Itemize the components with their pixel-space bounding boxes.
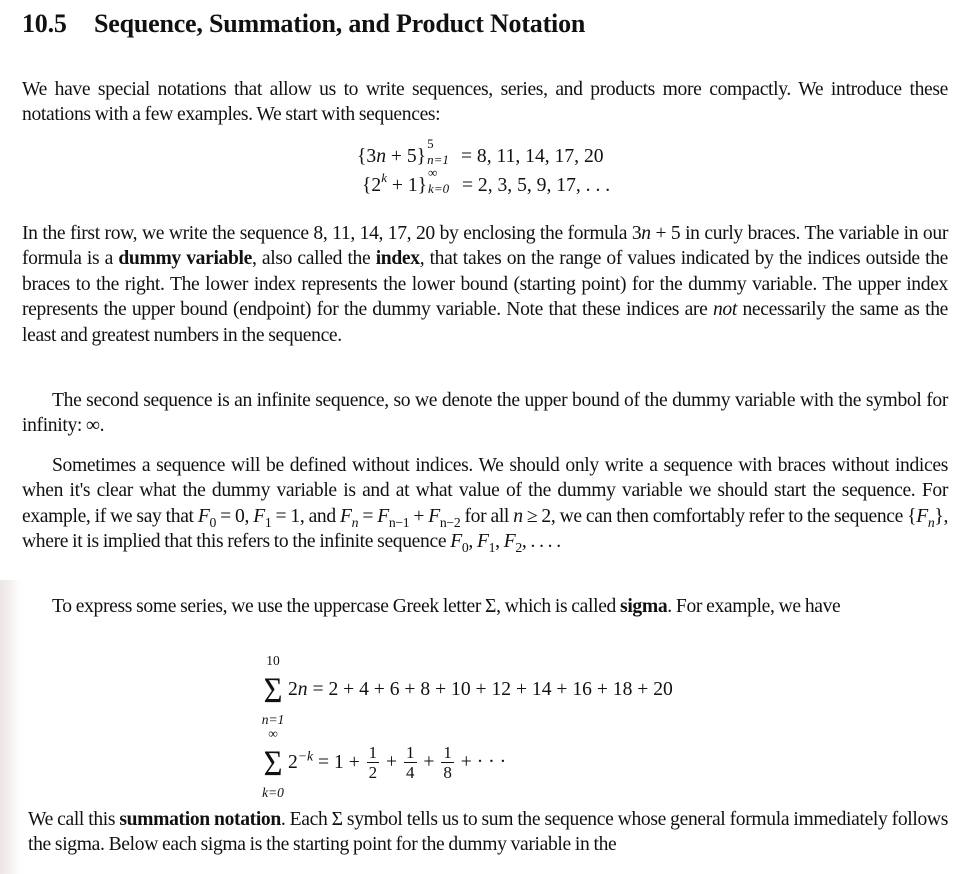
- lower-limit: k=0: [262, 784, 284, 800]
- sigma-symbol: Σ: [263, 670, 283, 710]
- term-dummy-variable: dummy variable: [118, 248, 252, 270]
- paragraph-infinite-sequence: The second sequence is an infinite sequence, so we denote the upper bound of the dummy variable with the symbol for infinity: ∞.: [22, 390, 948, 437]
- emphasis-not: not: [712, 299, 737, 321]
- upper-index: 5: [427, 135, 434, 151]
- intro-text: We have special notations that allow us to write sequences, series, and products more compactly. We introduce these notations with a few examples. We start with sequences:: [22, 79, 948, 126]
- section-title: Sequence, Summation, and Product Notation: [94, 9, 586, 38]
- lower-index: k=0: [428, 180, 450, 196]
- lower-index: n=1: [427, 151, 449, 167]
- scan-page-edge: [0, 580, 20, 874]
- paragraph-dummy-variable: In the first row, we write the sequence 8, 11, 14, 17, 20 by enclosing the formula 3n + 5 in curly braces. The variable in our formula is a dummy variable, also called the index, that takes on the range of values indicated by the indices outside the braces to the right. The lower index represents the lower bound (starting point) for the dummy variable. The upper index represents the upper bound (endpoint) for the dummy variable. Note that these indices are not necessarily the same as the least and greatest numbers in the sequence.: [22, 223, 949, 346]
- paragraph-summation-notation: We call this summation notation. Each Σ symbol tells us to sum the sequence whose general formula immediately follows the sigma. Below each sigma is the starting point for the dummy variable in the: [28, 809, 949, 856]
- summation-display-1: [258, 653, 673, 727]
- intro-paragraph: [22, 77, 948, 128]
- fraction: $\frac{1}{2}$: [368, 743, 378, 782]
- summation-2-expression: $2^{-k} = 1$ +: [288, 747, 365, 773]
- fraction: $\frac{1}{4}$: [406, 743, 415, 782]
- upper-index: ∞: [428, 164, 438, 180]
- summation-1-expression: 2n = 2 + 4 + 6 + 8 + 10 + 12 + 14 + 16 + 18 + 20: [288, 679, 673, 700]
- term-index: index: [375, 248, 420, 270]
- sigma-operator: [258, 653, 288, 727]
- upper-limit: 10: [266, 653, 280, 668]
- sequence-2-indices: [427, 164, 457, 197]
- fraction: $\frac{1}{8}$: [443, 743, 452, 782]
- upper-limit: ∞: [268, 725, 278, 741]
- section-heading: [22, 9, 585, 39]
- lower-limit: n=1: [261, 712, 285, 727]
- paragraph-fibonacci: Sometimes a sequence will be defined without indices. We should only write a sequence with braces without indices when it's clear what the dummy variable is and at what value of the dummy variable we should start the sequence. For example, if we say that $F_0 = 0$, $F_1 = 1$, and $F_n = F_{n-1} + F_{n-2}$ for all n ≥ 2, we can then comfortably refer to the sequence $\{F_n\}$, where it is implied that this refers to the infinite sequence $F_0$, $F_1$, $F_2$, . . . .: [22, 455, 948, 556]
- section-number: 10.5: [22, 9, 67, 38]
- paragraph-sigma-intro: To express some series, we use the uppercase Greek letter Σ, which is called sigma. For example, we have: [52, 596, 841, 617]
- sequence-display-2: $\{2^k + 1\}$ ∞ k=0 = 2, 3, 5, 9, 17, . . .: [362, 164, 611, 196]
- sigma-symbol: Σ: [263, 742, 283, 783]
- sigma-operator: [258, 725, 288, 800]
- term-sigma: sigma: [620, 596, 668, 617]
- term-summation-notation: summation notation: [119, 809, 281, 830]
- sequence-display-1: {3n + 5} 5 n=1 = 8, 11, 14, 17, 20: [357, 135, 604, 167]
- summation-display-2: ∞ Σ k=0 $2^{-k} = 1$ + $\frac{1}{2}$ + $\frac{1}{4}$ + $\frac{1}{8}$ + · · ·: [258, 743, 506, 782]
